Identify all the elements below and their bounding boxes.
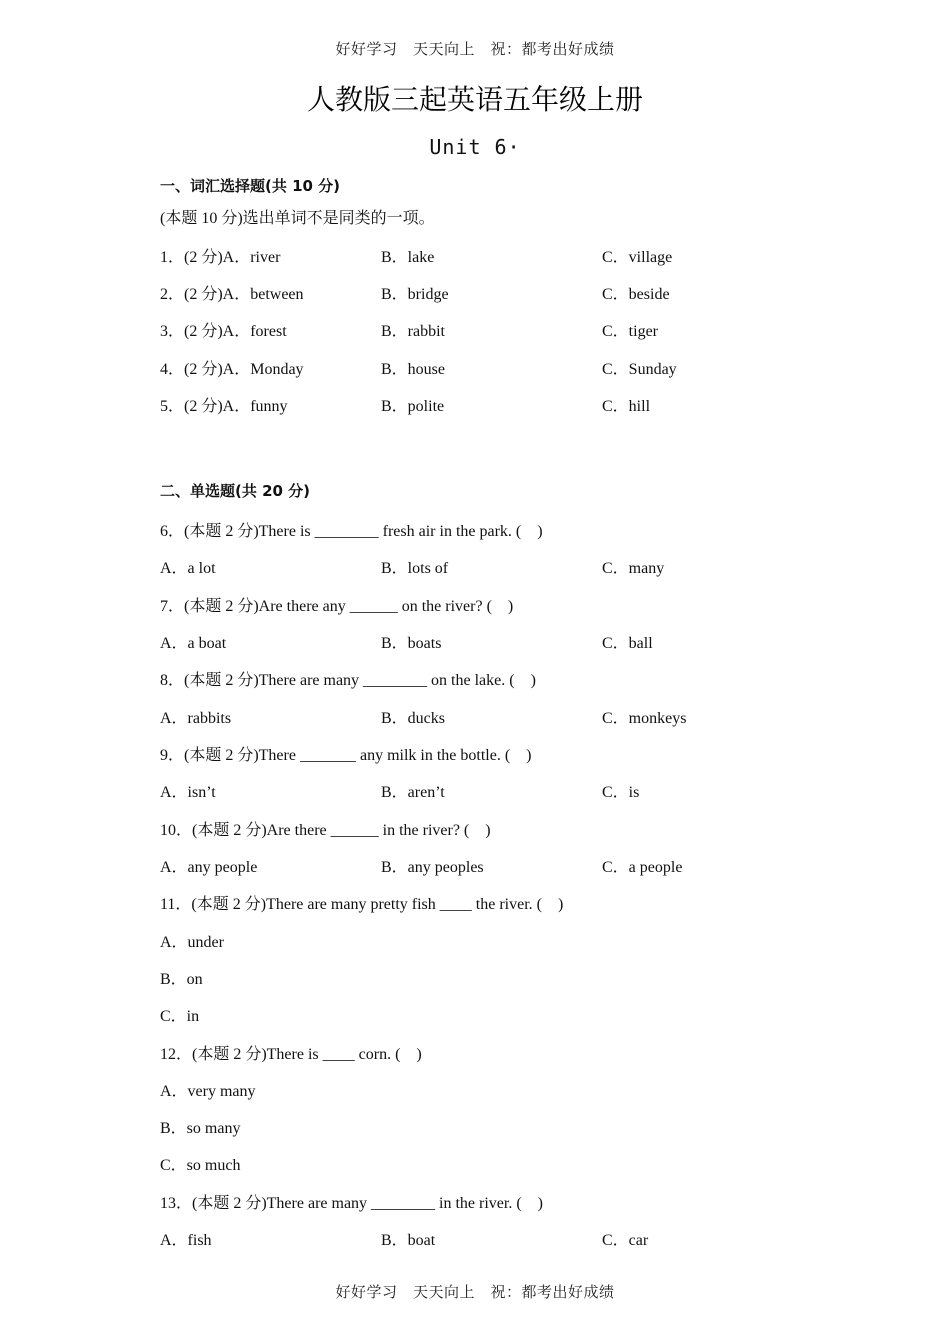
q12-option-a: A．very many <box>160 1083 256 1100</box>
q1-option-a: 1．(2 分)A．river <box>160 249 281 266</box>
q8-option-c: C．monkeys <box>602 710 687 727</box>
q6-option-a: A．a lot <box>160 560 216 577</box>
q3-option-b: B．rabbit <box>381 323 445 340</box>
q6-option-b: B．lots of <box>381 560 449 577</box>
section-1-title: 一、词汇选择题(共 10 分) <box>160 177 341 195</box>
page-header: 好好学习 天天向上 祝：都考出好成绩 <box>335 42 615 58</box>
q13-option-a: A．fish <box>160 1232 212 1249</box>
q2-option-b: B．bridge <box>381 286 449 303</box>
q7-option-a: A．a boat <box>160 635 227 652</box>
q3-option-a: 3．(2 分)A．forest <box>160 323 287 340</box>
question-12-stem: 12．(本题 2 分)There is ____ corn. ( ) <box>160 1046 422 1063</box>
q5-option-c: C．hill <box>602 398 651 415</box>
q1-option-b: B．lake <box>381 249 435 266</box>
unit-subtitle: Unit 6· <box>429 135 521 159</box>
q10-option-b: B．any peoples <box>381 859 484 876</box>
q3-option-c: C．tiger <box>602 323 658 340</box>
q7-option-c: C．ball <box>602 635 653 652</box>
page-footer: 好好学习 天天向上 祝：都考出好成绩 <box>335 1285 615 1301</box>
question-11-stem: 11．(本题 2 分)There are many pretty fish ____ the river. ( ) <box>160 896 564 913</box>
q7-option-b: B．boats <box>381 635 442 652</box>
section-1-instruction: (本题 10 分)选出单词不是同类的一项。 <box>160 210 435 227</box>
q12-option-c: C．so much <box>160 1157 241 1174</box>
q8-option-b: B．ducks <box>381 710 446 727</box>
q5-option-b: B．polite <box>381 398 445 415</box>
q1-option-c: C．village <box>602 249 673 266</box>
q6-option-c: C．many <box>602 560 665 577</box>
section-2-title: 二、单选题(共 20 分) <box>160 482 311 500</box>
q8-option-a: A．rabbits <box>160 710 232 727</box>
question-9-stem: 9．(本题 2 分)There _______ any milk in the bottle. ( ) <box>160 747 532 764</box>
document-title: 人教版三起英语五年级上册 <box>306 83 643 116</box>
q12-option-b: B．so many <box>160 1120 241 1137</box>
q9-option-b: B．aren’t <box>381 784 445 801</box>
q2-option-c: C．beside <box>602 286 670 303</box>
q4-option-a: 4．(2 分)A．Monday <box>160 361 304 378</box>
q10-option-a: A．any people <box>160 859 258 876</box>
q4-option-b: B．house <box>381 361 446 378</box>
question-7-stem: 7．(本题 2 分)Are there any ______ on the river? ( ) <box>160 598 514 615</box>
q9-option-c: C．is <box>602 784 640 801</box>
q11-option-c: C．in <box>160 1008 200 1025</box>
q11-option-a: A．under <box>160 934 224 951</box>
q4-option-c: C．Sunday <box>602 361 677 378</box>
q9-option-a: A．isn’t <box>160 784 216 801</box>
question-10-stem: 10．(本题 2 分)Are there ______ in the river? ( ) <box>160 822 491 839</box>
question-6-stem: 6．(本题 2 分)There is ________ fresh air in the park. ( ) <box>160 523 543 540</box>
q10-option-c: C．a people <box>602 859 683 876</box>
question-8-stem: 8．(本题 2 分)There are many ________ on the lake. ( ) <box>160 672 536 689</box>
q2-option-a: 2．(2 分)A．between <box>160 286 304 303</box>
q5-option-a: 5．(2 分)A．funny <box>160 398 288 415</box>
q11-option-b: B．on <box>160 971 203 988</box>
q13-option-b: B．boat <box>381 1232 436 1249</box>
q13-option-c: C．car <box>602 1232 649 1249</box>
question-13-stem: 13．(本题 2 分)There are many ________ in the river. ( ) <box>160 1195 544 1212</box>
